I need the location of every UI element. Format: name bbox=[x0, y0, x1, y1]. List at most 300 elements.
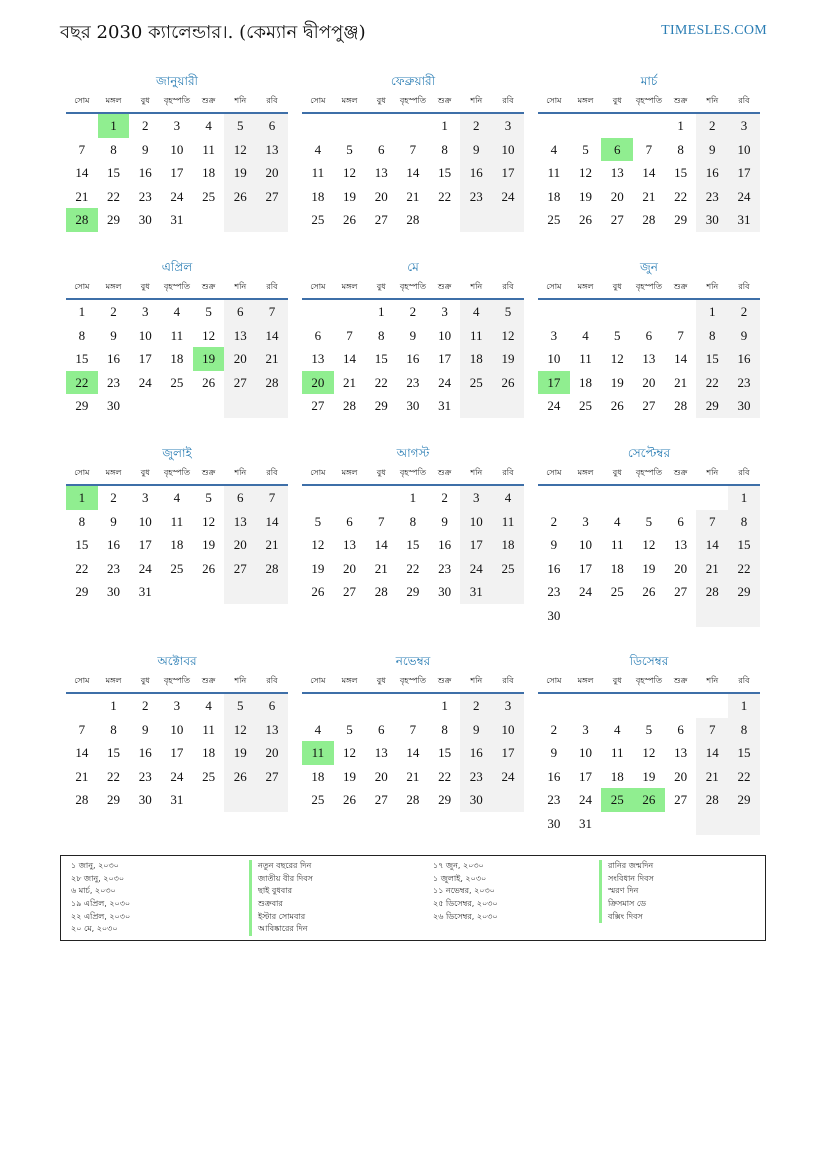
day-cell[interactable]: 16 bbox=[107, 537, 121, 552]
holiday-day-cell[interactable]: 26 bbox=[633, 788, 665, 812]
day-cell[interactable]: 8 bbox=[110, 141, 117, 157]
day-cell[interactable]: 11 bbox=[610, 537, 624, 552]
day-cell[interactable]: 15 bbox=[438, 165, 452, 180]
day-cell[interactable]: 16 bbox=[728, 347, 760, 371]
day-cell[interactable]: 30 bbox=[460, 788, 492, 812]
day-cell[interactable]: 8 bbox=[441, 141, 448, 157]
day-cell[interactable]: 11 bbox=[170, 327, 184, 343]
day-cell[interactable]: 3 bbox=[582, 513, 589, 529]
day-cell[interactable]: 11 bbox=[460, 324, 492, 348]
day-cell[interactable]: 6 bbox=[346, 513, 353, 529]
day-cell[interactable]: 24 bbox=[492, 185, 524, 209]
day-cell[interactable]: 18 bbox=[311, 188, 325, 204]
day-cell[interactable]: 6 bbox=[377, 141, 385, 157]
day-cell[interactable]: 13 bbox=[224, 510, 256, 534]
day-cell[interactable]: 4 bbox=[582, 327, 589, 343]
holiday-day-cell[interactable]: 6 bbox=[601, 138, 633, 162]
day-cell[interactable]: 12 bbox=[492, 324, 524, 348]
day-cell[interactable]: 29 bbox=[107, 792, 121, 807]
day-cell[interactable]: 9 bbox=[141, 141, 149, 157]
day-cell[interactable]: 7 bbox=[256, 300, 288, 324]
day-cell[interactable]: 30 bbox=[406, 398, 420, 413]
day-cell[interactable]: 1 bbox=[728, 694, 760, 718]
day-cell[interactable]: 2 bbox=[728, 300, 760, 324]
day-cell[interactable]: 31 bbox=[170, 212, 184, 227]
day-cell[interactable]: 18 bbox=[202, 165, 216, 180]
day-cell[interactable]: 1 bbox=[78, 304, 86, 319]
day-cell[interactable]: 16 bbox=[460, 161, 492, 185]
day-cell[interactable]: 27 bbox=[311, 398, 325, 413]
day-cell[interactable]: 24 bbox=[138, 374, 152, 390]
day-cell[interactable]: 25 bbox=[610, 584, 624, 599]
day-cell[interactable]: 23 bbox=[547, 792, 561, 807]
day-cell[interactable]: 27 bbox=[224, 371, 256, 395]
day-cell[interactable]: 1 bbox=[728, 486, 760, 510]
day-cell[interactable]: 25 bbox=[202, 188, 216, 204]
day-cell[interactable]: 13 bbox=[224, 324, 256, 348]
day-cell[interactable]: 29 bbox=[438, 792, 452, 807]
day-cell[interactable]: 8 bbox=[78, 327, 86, 343]
day-cell[interactable]: 9 bbox=[460, 138, 492, 162]
day-cell[interactable]: 21 bbox=[696, 765, 728, 789]
day-cell[interactable]: 16 bbox=[547, 768, 561, 784]
day-cell[interactable]: 4 bbox=[314, 721, 322, 737]
day-cell[interactable]: 15 bbox=[107, 165, 121, 180]
day-cell[interactable]: 30 bbox=[107, 584, 121, 599]
day-cell[interactable]: 22 bbox=[374, 374, 388, 390]
day-cell[interactable]: 6 bbox=[256, 694, 288, 718]
day-cell[interactable]: 31 bbox=[438, 398, 452, 413]
holiday-day-cell[interactable]: 22 bbox=[66, 371, 98, 395]
day-cell[interactable]: 21 bbox=[256, 347, 288, 371]
day-cell[interactable]: 4 bbox=[314, 141, 322, 157]
day-cell[interactable]: 11 bbox=[202, 721, 215, 737]
day-cell[interactable]: 23 bbox=[138, 188, 152, 204]
day-cell[interactable]: 8 bbox=[728, 718, 760, 742]
day-cell[interactable]: 16 bbox=[438, 537, 452, 552]
day-cell[interactable]: 18 bbox=[311, 768, 325, 784]
day-cell[interactable]: 18 bbox=[547, 188, 561, 204]
day-cell[interactable]: 13 bbox=[642, 351, 656, 366]
day-cell[interactable]: 28 bbox=[696, 788, 728, 812]
day-cell[interactable]: 5 bbox=[205, 490, 212, 505]
day-cell[interactable]: 5 bbox=[346, 721, 353, 737]
day-cell[interactable]: 17 bbox=[579, 768, 593, 784]
day-cell[interactable]: 26 bbox=[224, 765, 256, 789]
day-cell[interactable]: 12 bbox=[642, 745, 656, 760]
day-cell[interactable]: 14 bbox=[696, 533, 728, 557]
holiday-day-cell[interactable]: 25 bbox=[601, 788, 633, 812]
day-cell[interactable]: 16 bbox=[406, 351, 420, 366]
day-cell[interactable]: 7 bbox=[346, 327, 353, 343]
day-cell[interactable]: 28 bbox=[642, 212, 656, 227]
holiday-day-cell[interactable]: 1 bbox=[98, 114, 130, 138]
day-cell[interactable]: 1 bbox=[409, 490, 417, 505]
day-cell[interactable]: 20 bbox=[374, 768, 388, 784]
day-cell[interactable]: 22 bbox=[75, 560, 89, 576]
day-cell[interactable]: 11 bbox=[579, 351, 592, 366]
day-cell[interactable]: 21 bbox=[642, 188, 656, 204]
day-cell[interactable]: 22 bbox=[406, 560, 420, 576]
day-cell[interactable]: 20 bbox=[256, 161, 288, 185]
day-cell[interactable]: 8 bbox=[409, 513, 417, 529]
day-cell[interactable]: 4 bbox=[613, 513, 621, 529]
day-cell[interactable]: 19 bbox=[311, 560, 325, 576]
day-cell[interactable]: 24 bbox=[438, 374, 452, 390]
day-cell[interactable]: 15 bbox=[728, 741, 760, 765]
day-cell[interactable]: 17 bbox=[438, 351, 452, 366]
day-cell[interactable]: 27 bbox=[674, 792, 688, 807]
day-cell[interactable]: 26 bbox=[202, 560, 216, 576]
day-cell[interactable]: 26 bbox=[343, 212, 357, 227]
day-cell[interactable]: 2 bbox=[441, 490, 448, 505]
day-cell[interactable]: 29 bbox=[75, 584, 89, 599]
day-cell[interactable]: 17 bbox=[460, 533, 492, 557]
day-cell[interactable]: 29 bbox=[374, 398, 388, 413]
day-cell[interactable]: 10 bbox=[460, 510, 492, 534]
day-cell[interactable]: 10 bbox=[138, 513, 152, 529]
day-cell[interactable]: 7 bbox=[78, 141, 86, 157]
day-cell[interactable]: 10 bbox=[170, 141, 184, 157]
day-cell[interactable]: 14 bbox=[256, 324, 288, 348]
day-cell[interactable]: 25 bbox=[170, 374, 184, 390]
day-cell[interactable]: 5 bbox=[346, 141, 353, 157]
day-cell[interactable]: 4 bbox=[460, 300, 492, 324]
day-cell[interactable]: 14 bbox=[696, 741, 728, 765]
day-cell[interactable]: 19 bbox=[610, 374, 624, 390]
day-cell[interactable]: 18 bbox=[492, 533, 524, 557]
holiday-day-cell[interactable]: 1 bbox=[66, 486, 98, 510]
day-cell[interactable]: 13 bbox=[674, 537, 688, 552]
day-cell[interactable]: 20 bbox=[224, 347, 256, 371]
day-cell[interactable]: 15 bbox=[696, 347, 728, 371]
day-cell[interactable]: 20 bbox=[224, 533, 256, 557]
day-cell[interactable]: 2 bbox=[696, 114, 728, 138]
day-cell[interactable]: 25 bbox=[492, 557, 524, 581]
day-cell[interactable]: 17 bbox=[492, 161, 524, 185]
day-cell[interactable]: 2 bbox=[550, 513, 558, 529]
day-cell[interactable]: 18 bbox=[170, 351, 184, 366]
day-cell[interactable]: 26 bbox=[343, 792, 357, 807]
day-cell[interactable]: 4 bbox=[173, 304, 181, 319]
day-cell[interactable]: 28 bbox=[374, 584, 388, 599]
day-cell[interactable]: 19 bbox=[224, 741, 256, 765]
day-cell[interactable]: 7 bbox=[256, 486, 288, 510]
day-cell[interactable]: 12 bbox=[311, 537, 325, 552]
day-cell[interactable]: 17 bbox=[170, 165, 184, 180]
day-cell[interactable]: 7 bbox=[645, 141, 653, 157]
day-cell[interactable]: 7 bbox=[377, 513, 385, 529]
holiday-day-cell[interactable]: 11 bbox=[302, 741, 334, 765]
day-cell[interactable]: 23 bbox=[460, 765, 492, 789]
day-cell[interactable]: 25 bbox=[547, 212, 561, 227]
holiday-day-cell[interactable]: 19 bbox=[193, 347, 225, 371]
day-cell[interactable]: 23 bbox=[406, 374, 420, 390]
day-cell[interactable]: 21 bbox=[256, 533, 288, 557]
day-cell[interactable]: 29 bbox=[728, 580, 760, 604]
day-cell[interactable]: 5 bbox=[224, 114, 256, 138]
day-cell[interactable]: 12 bbox=[343, 745, 357, 760]
day-cell[interactable]: 24 bbox=[170, 188, 184, 204]
day-cell[interactable]: 5 bbox=[314, 513, 322, 529]
day-cell[interactable]: 9 bbox=[696, 138, 728, 162]
day-cell[interactable]: 10 bbox=[438, 327, 452, 343]
day-cell[interactable]: 16 bbox=[138, 745, 152, 760]
day-cell[interactable]: 14 bbox=[75, 745, 89, 760]
day-cell[interactable]: 17 bbox=[492, 741, 524, 765]
day-cell[interactable]: 2 bbox=[110, 304, 117, 319]
day-cell[interactable]: 3 bbox=[582, 721, 589, 737]
day-cell[interactable]: 17 bbox=[579, 560, 593, 576]
day-cell[interactable]: 19 bbox=[343, 188, 357, 204]
day-cell[interactable]: 30 bbox=[138, 212, 152, 227]
day-cell[interactable]: 27 bbox=[224, 557, 256, 581]
day-cell[interactable]: 3 bbox=[492, 114, 524, 138]
day-cell[interactable]: 8 bbox=[377, 327, 385, 343]
day-cell[interactable]: 9 bbox=[110, 513, 117, 529]
day-cell[interactable]: 30 bbox=[547, 607, 561, 623]
day-cell[interactable]: 28 bbox=[406, 212, 420, 227]
day-cell[interactable]: 2 bbox=[141, 118, 149, 133]
day-cell[interactable]: 8 bbox=[78, 513, 86, 529]
day-cell[interactable]: 24 bbox=[460, 557, 492, 581]
day-cell[interactable]: 20 bbox=[674, 560, 688, 576]
day-cell[interactable]: 15 bbox=[728, 533, 760, 557]
day-cell[interactable]: 12 bbox=[224, 138, 256, 162]
day-cell[interactable]: 11 bbox=[547, 165, 561, 180]
day-cell[interactable]: 6 bbox=[224, 486, 256, 510]
day-cell[interactable]: 6 bbox=[314, 327, 322, 343]
day-cell[interactable]: 30 bbox=[696, 208, 728, 232]
day-cell[interactable]: 8 bbox=[728, 510, 760, 534]
day-cell[interactable]: 11 bbox=[170, 513, 184, 529]
day-cell[interactable]: 14 bbox=[642, 165, 656, 180]
day-cell[interactable]: 23 bbox=[138, 768, 152, 784]
day-cell[interactable]: 13 bbox=[343, 537, 357, 552]
day-cell[interactable]: 2 bbox=[141, 698, 149, 713]
day-cell[interactable]: 10 bbox=[579, 745, 593, 760]
day-cell[interactable]: 7 bbox=[78, 721, 86, 737]
day-cell[interactable]: 17 bbox=[138, 351, 152, 366]
day-cell[interactable]: 5 bbox=[645, 513, 653, 529]
day-cell[interactable]: 1 bbox=[677, 118, 684, 133]
day-cell[interactable]: 29 bbox=[674, 212, 688, 227]
day-cell[interactable]: 24 bbox=[728, 185, 760, 209]
day-cell[interactable]: 26 bbox=[579, 212, 593, 227]
day-cell[interactable]: 17 bbox=[138, 537, 152, 552]
day-cell[interactable]: 16 bbox=[547, 560, 561, 576]
day-cell[interactable]: 21 bbox=[374, 560, 388, 576]
day-cell[interactable]: 4 bbox=[492, 486, 524, 510]
day-cell[interactable]: 15 bbox=[75, 351, 89, 366]
day-cell[interactable]: 25 bbox=[311, 792, 325, 807]
day-cell[interactable]: 9 bbox=[441, 513, 448, 529]
site-link[interactable]: TIMESLES.COM bbox=[661, 23, 767, 38]
day-cell[interactable]: 6 bbox=[677, 513, 684, 529]
day-cell[interactable]: 2 bbox=[550, 721, 558, 737]
day-cell[interactable]: 7 bbox=[409, 721, 417, 737]
day-cell[interactable]: 9 bbox=[550, 745, 558, 760]
day-cell[interactable]: 9 bbox=[460, 718, 492, 742]
day-cell[interactable]: 23 bbox=[547, 584, 561, 599]
day-cell[interactable]: 11 bbox=[610, 745, 624, 760]
day-cell[interactable]: 17 bbox=[170, 745, 184, 760]
day-cell[interactable]: 22 bbox=[728, 765, 760, 789]
day-cell[interactable]: 1 bbox=[441, 698, 448, 713]
day-cell[interactable]: 5 bbox=[582, 141, 589, 157]
day-cell[interactable]: 24 bbox=[492, 765, 524, 789]
day-cell[interactable]: 9 bbox=[110, 327, 117, 343]
day-cell[interactable]: 3 bbox=[173, 118, 181, 133]
day-cell[interactable]: 8 bbox=[110, 721, 117, 737]
day-cell[interactable]: 30 bbox=[138, 792, 152, 807]
day-cell[interactable]: 31 bbox=[728, 208, 760, 232]
day-cell[interactable]: 2 bbox=[409, 304, 417, 319]
day-cell[interactable]: 4 bbox=[205, 698, 212, 713]
day-cell[interactable]: 1 bbox=[441, 118, 448, 133]
day-cell[interactable]: 3 bbox=[441, 304, 448, 319]
day-cell[interactable]: 12 bbox=[202, 513, 216, 529]
day-cell[interactable]: 9 bbox=[728, 324, 760, 348]
day-cell[interactable]: 23 bbox=[107, 560, 121, 576]
day-cell[interactable]: 13 bbox=[374, 165, 388, 180]
day-cell[interactable]: 26 bbox=[610, 398, 624, 413]
day-cell[interactable]: 21 bbox=[343, 374, 357, 390]
day-cell[interactable]: 12 bbox=[202, 327, 216, 343]
day-cell[interactable]: 15 bbox=[75, 537, 89, 552]
day-cell[interactable]: 20 bbox=[610, 188, 624, 204]
day-cell[interactable]: 9 bbox=[550, 537, 558, 552]
day-cell[interactable]: 20 bbox=[642, 374, 656, 390]
day-cell[interactable]: 9 bbox=[141, 721, 149, 737]
day-cell[interactable]: 22 bbox=[696, 371, 728, 395]
day-cell[interactable]: 27 bbox=[642, 398, 656, 413]
day-cell[interactable]: 14 bbox=[674, 351, 688, 366]
day-cell[interactable]: 29 bbox=[696, 394, 728, 418]
day-cell[interactable]: 26 bbox=[642, 584, 656, 599]
day-cell[interactable]: 18 bbox=[579, 374, 593, 390]
day-cell[interactable]: 6 bbox=[645, 327, 653, 343]
day-cell[interactable]: 14 bbox=[75, 165, 89, 180]
day-cell[interactable]: 3 bbox=[728, 114, 760, 138]
day-cell[interactable]: 25 bbox=[170, 560, 184, 576]
day-cell[interactable]: 13 bbox=[610, 165, 624, 180]
day-cell[interactable]: 3 bbox=[460, 486, 492, 510]
day-cell[interactable]: 18 bbox=[170, 537, 184, 552]
day-cell[interactable]: 8 bbox=[696, 324, 728, 348]
day-cell[interactable]: 18 bbox=[610, 768, 624, 784]
day-cell[interactable]: 18 bbox=[460, 347, 492, 371]
day-cell[interactable]: 4 bbox=[205, 118, 212, 133]
day-cell[interactable]: 12 bbox=[642, 537, 656, 552]
day-cell[interactable]: 28 bbox=[343, 398, 357, 413]
day-cell[interactable]: 21 bbox=[696, 557, 728, 581]
day-cell[interactable]: 30 bbox=[547, 815, 561, 831]
day-cell[interactable]: 5 bbox=[205, 304, 212, 319]
day-cell[interactable]: 21 bbox=[406, 188, 420, 204]
holiday-day-cell[interactable]: 28 bbox=[66, 208, 98, 232]
day-cell[interactable]: 24 bbox=[138, 560, 152, 576]
day-cell[interactable]: 19 bbox=[579, 188, 593, 204]
day-cell[interactable]: 4 bbox=[173, 490, 181, 505]
day-cell[interactable]: 14 bbox=[374, 537, 388, 552]
day-cell[interactable]: 23 bbox=[460, 185, 492, 209]
day-cell[interactable]: 15 bbox=[674, 165, 688, 180]
day-cell[interactable]: 1 bbox=[696, 300, 728, 324]
day-cell[interactable]: 6 bbox=[224, 300, 256, 324]
day-cell[interactable]: 20 bbox=[343, 560, 357, 576]
day-cell[interactable]: 5 bbox=[492, 300, 524, 324]
day-cell[interactable]: 10 bbox=[492, 718, 524, 742]
day-cell[interactable]: 3 bbox=[492, 694, 524, 718]
day-cell[interactable]: 7 bbox=[677, 327, 684, 343]
day-cell[interactable]: 13 bbox=[674, 745, 688, 760]
day-cell[interactable]: 18 bbox=[202, 745, 216, 760]
day-cell[interactable]: 23 bbox=[438, 560, 452, 576]
day-cell[interactable]: 2 bbox=[110, 490, 117, 505]
day-cell[interactable]: 14 bbox=[406, 745, 420, 760]
day-cell[interactable]: 15 bbox=[438, 745, 452, 760]
day-cell[interactable]: 27 bbox=[343, 584, 357, 599]
day-cell[interactable]: 24 bbox=[579, 792, 593, 807]
day-cell[interactable]: 5 bbox=[645, 721, 653, 737]
day-cell[interactable]: 6 bbox=[256, 114, 288, 138]
day-cell[interactable]: 28 bbox=[75, 792, 89, 807]
day-cell[interactable]: 10 bbox=[170, 721, 184, 737]
day-cell[interactable]: 28 bbox=[406, 792, 420, 807]
day-cell[interactable]: 19 bbox=[642, 560, 656, 576]
day-cell[interactable]: 3 bbox=[141, 304, 149, 319]
day-cell[interactable]: 11 bbox=[492, 510, 524, 534]
day-cell[interactable]: 5 bbox=[224, 694, 256, 718]
day-cell[interactable]: 22 bbox=[674, 188, 688, 204]
day-cell[interactable]: 25 bbox=[202, 768, 216, 784]
day-cell[interactable]: 26 bbox=[311, 584, 325, 599]
day-cell[interactable]: 30 bbox=[107, 398, 121, 413]
day-cell[interactable]: 29 bbox=[406, 584, 420, 599]
day-cell[interactable]: 15 bbox=[374, 351, 388, 366]
day-cell[interactable]: 14 bbox=[343, 351, 357, 366]
day-cell[interactable]: 24 bbox=[547, 398, 561, 413]
day-cell[interactable]: 20 bbox=[674, 768, 688, 784]
day-cell[interactable]: 28 bbox=[674, 398, 688, 413]
day-cell[interactable]: 25 bbox=[579, 398, 593, 413]
day-cell[interactable]: 5 bbox=[613, 327, 621, 343]
day-cell[interactable]: 27 bbox=[256, 765, 288, 789]
day-cell[interactable]: 4 bbox=[550, 141, 558, 157]
day-cell[interactable]: 22 bbox=[438, 188, 452, 204]
holiday-day-cell[interactable]: 20 bbox=[302, 371, 334, 395]
holiday-day-cell[interactable]: 17 bbox=[538, 371, 570, 395]
day-cell[interactable]: 29 bbox=[107, 212, 121, 227]
day-cell[interactable]: 29 bbox=[728, 788, 760, 812]
day-cell[interactable]: 12 bbox=[610, 351, 624, 366]
day-cell[interactable]: 10 bbox=[547, 351, 561, 366]
day-cell[interactable]: 15 bbox=[107, 745, 121, 760]
day-cell[interactable]: 31 bbox=[138, 584, 152, 599]
day-cell[interactable]: 11 bbox=[202, 141, 215, 157]
day-cell[interactable]: 19 bbox=[642, 768, 656, 784]
day-cell[interactable]: 3 bbox=[550, 327, 558, 343]
day-cell[interactable]: 12 bbox=[224, 718, 256, 742]
day-cell[interactable]: 14 bbox=[256, 510, 288, 534]
day-cell[interactable]: 22 bbox=[107, 188, 121, 204]
day-cell[interactable]: 8 bbox=[677, 141, 684, 157]
day-cell[interactable]: 27 bbox=[610, 212, 624, 227]
day-cell[interactable]: 17 bbox=[728, 161, 760, 185]
day-cell[interactable]: 22 bbox=[107, 768, 121, 784]
day-cell[interactable]: 10 bbox=[728, 138, 760, 162]
